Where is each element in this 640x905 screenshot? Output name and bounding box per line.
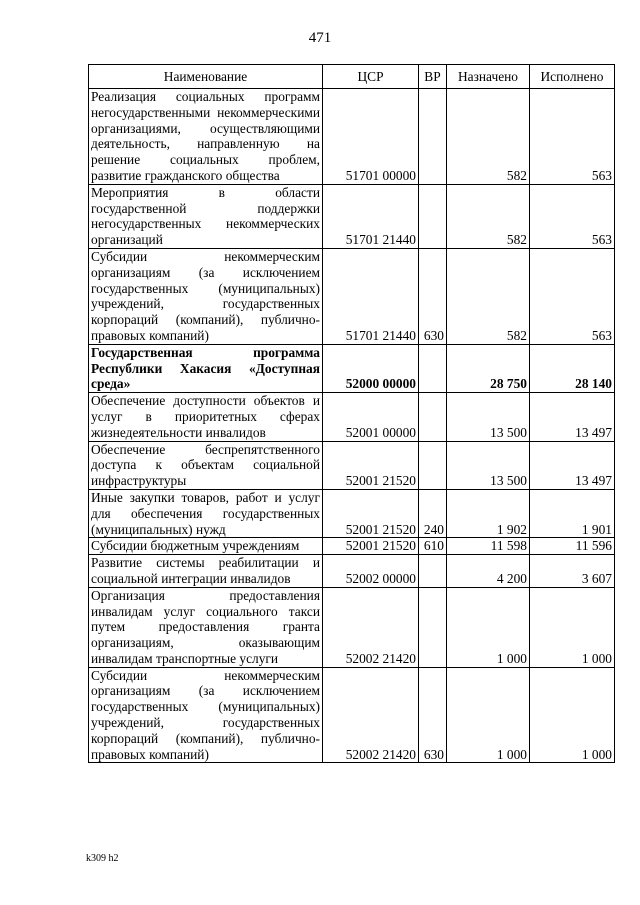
header-name: Наименование	[89, 65, 323, 89]
cell-name: Развитие системы реабилитации и социальной интеграции инвалидов	[89, 555, 323, 588]
table-row	[89, 184, 615, 248]
cell-name: Субсидии бюджетным учреждениям	[89, 538, 323, 555]
cell-assigned: 1 000	[447, 587, 530, 667]
cell-executed: 11 596	[530, 538, 615, 555]
table-row	[89, 89, 615, 185]
cell-assigned: 582	[447, 89, 530, 185]
cell-vr	[419, 555, 447, 588]
cell-executed: 1 000	[530, 667, 615, 763]
cell-csr: 52001 00000	[323, 393, 419, 441]
cell-vr	[419, 89, 447, 185]
cell-assigned: 28 750	[447, 344, 530, 392]
cell-assigned: 582	[447, 184, 530, 248]
cell-name: Субсидии некоммерческим организациям (за исключением государственных (муниципальных) учреждений, государственных корпораций (компаний), публично-правовых компаний)	[89, 667, 323, 763]
cell-assigned: 13 500	[447, 441, 530, 489]
table-row	[89, 393, 615, 441]
cell-executed: 563	[530, 248, 615, 344]
cell-vr	[419, 393, 447, 441]
cell-csr: 52001 21520	[323, 489, 419, 537]
cell-executed: 13 497	[530, 441, 615, 489]
header-assigned: Назначено	[447, 65, 530, 89]
cell-vr: 630	[419, 667, 447, 763]
table-row	[89, 344, 615, 392]
table-row	[89, 441, 615, 489]
cell-vr	[419, 441, 447, 489]
cell-vr	[419, 184, 447, 248]
cell-executed: 563	[530, 89, 615, 185]
table-row	[89, 489, 615, 537]
cell-vr	[419, 344, 447, 392]
cell-assigned: 1 000	[447, 667, 530, 763]
cell-vr	[419, 587, 447, 667]
cell-executed: 563	[530, 184, 615, 248]
budget-execution-table	[88, 64, 615, 763]
table-row	[89, 538, 615, 555]
table-row	[89, 667, 615, 763]
cell-assigned: 582	[447, 248, 530, 344]
cell-executed: 3 607	[530, 555, 615, 588]
footer-code: k309 h2	[86, 853, 119, 864]
page-number: 471	[308, 30, 332, 46]
table-row	[89, 555, 615, 588]
cell-executed: 13 497	[530, 393, 615, 441]
cell-assigned: 4 200	[447, 555, 530, 588]
header-vr: ВР	[419, 65, 447, 89]
cell-csr: 51701 00000	[323, 89, 419, 185]
cell-csr: 52001 21520	[323, 441, 419, 489]
cell-assigned: 1 902	[447, 489, 530, 537]
cell-csr: 52000 00000	[323, 344, 419, 392]
cell-name: Реализация социальных программ негосударственными некоммерческими организациями, осуществляющими деятельность, направленную на решение социальных проблем, развитие гражданского общества	[89, 89, 323, 185]
cell-name: Мероприятия в области государственной поддержки негосударственных некоммерческих организаций	[89, 184, 323, 248]
cell-vr: 610	[419, 538, 447, 555]
cell-csr: 52001 21520	[323, 538, 419, 555]
cell-assigned: 11 598	[447, 538, 530, 555]
cell-name: Обеспечение беспрепятственного доступа к объектам социальной инфраструктуры	[89, 441, 323, 489]
cell-name: Субсидии некоммерческим организациям (за исключением государственных (муниципальных) учреждений, государственных корпораций (компаний), публично-правовых компаний)	[89, 248, 323, 344]
table-row	[89, 587, 615, 667]
cell-csr: 51701 21440	[323, 248, 419, 344]
cell-vr: 240	[419, 489, 447, 537]
cell-csr: 52002 21420	[323, 667, 419, 763]
cell-csr: 52002 00000	[323, 555, 419, 588]
cell-csr: 51701 21440	[323, 184, 419, 248]
table-body	[89, 89, 615, 763]
table-header-row	[89, 65, 615, 89]
cell-name: Обеспечение доступности объектов и услуг в приоритетных сферах жизнедеятельности инвалидов	[89, 393, 323, 441]
cell-name: Государственная программа Республики Хакасия «Доступная среда»	[89, 344, 323, 392]
cell-executed: 1 901	[530, 489, 615, 537]
cell-executed: 1 000	[530, 587, 615, 667]
cell-name: Иные закупки товаров, работ и услуг для обеспечения государственных (муниципальных) нужд	[89, 489, 323, 537]
cell-vr: 630	[419, 248, 447, 344]
header-csr: ЦСР	[323, 65, 419, 89]
cell-executed: 28 140	[530, 344, 615, 392]
table-row	[89, 248, 615, 344]
cell-assigned: 13 500	[447, 393, 530, 441]
cell-csr: 52002 21420	[323, 587, 419, 667]
header-executed: Исполнено	[530, 65, 615, 89]
cell-name: Организация предоставления инвалидам услуг социального такси путем предоставления гранта организациям, оказывающим инвалидам транспортные услуги	[89, 587, 323, 667]
